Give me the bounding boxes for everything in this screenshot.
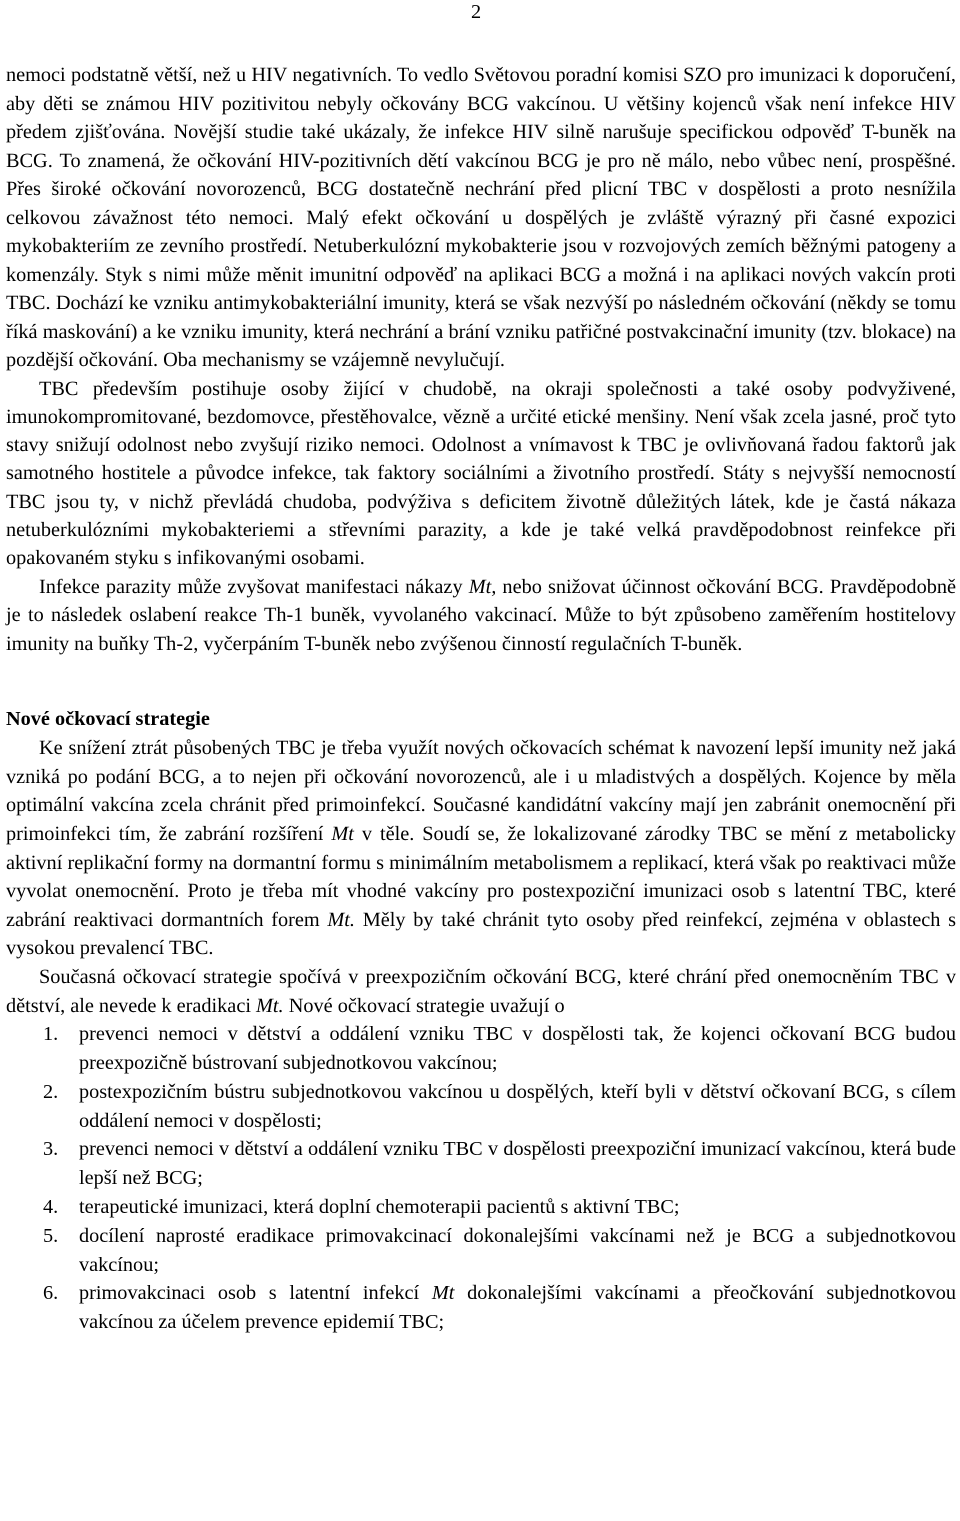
paragraph-text: Infekce parazity může zvyšovat manifestaci nákazy: [39, 575, 469, 598]
paragraph-parasites: [6, 573, 956, 660]
page-number: 2: [471, 1, 482, 23]
list-item-text: dokonalejšími vakcínami a přeočkování subjednotkovou vakcínou za účelem prevence epidemií TBC;: [79, 1282, 956, 1334]
list-number: 5.: [43, 1224, 59, 1247]
mt-abbreviation: Mt.: [256, 994, 284, 1017]
mt-abbreviation: Mt: [431, 1282, 455, 1305]
list-item: [6, 1279, 956, 1337]
paragraph-text: Ke snížení ztrát působených TBC je třeba využít nových očkovacích schémat k navození lepší imunity než jaká vzniká po podání BCG, a to nejen při očkování novorozenců, ale i u mladistvých a dospělých. Kojence by měla optimální vakcína zcela chránit před primoinfekcí. Současné kandidátní vakcíny mají jen zabránit onemocnění při primoinfekci tím, že zabrání rozšíření: [6, 737, 956, 846]
paragraph-poverty-risk: TBC především postihuje osoby žijící v chudobě, na okraji společnosti a také osoby podvyživené, imunokompromitované, bezdomovce, přestěhovalce, vězně a určité etické menšiny. Není však zcela jasné, proč tyto stavy snižují odolnost nebo zvyšují riziko nemoci. Odolnost a vnímavost k TBC je ovlivňovaná řadou faktorů jak samotného hostitele a původce infekce, tak faktory sociálními a životního prostředí. Státy s nejvyšší nemocností TBC jsou ty, v nichž převládá chudoba, podvýživa s deficitem životně důležitých látek, kde je častá nákaza netuberkulózními mykobakteriemi a střevními parazity, a kde je také velká pravděpodobnost reinfekce při opakovaném styku s infikovanými osobami.: [6, 377, 956, 570]
mt-abbreviation: Mt,: [468, 575, 497, 598]
list-number: 2.: [43, 1080, 59, 1103]
list-item: [6, 1193, 956, 1222]
paragraph-text: v těle. Soudí se, že lokalizované zárodky TBC se mění z metabolicky aktivní replikační formy na dormantní formu s minimálním metabolismem a replikací, která však po reaktivaci může vyvolat onemocnění. Proto je třeba mít vhodné vakcíny pro postexpoziční imunizaci osob s latentní TBC, které zabrání reaktivaci dormantních forem: [6, 823, 956, 931]
mt-abbreviation: Mt: [331, 823, 354, 846]
strategy-list: [6, 1020, 956, 1337]
paragraph-text: Současná očkovací strategie spočívá v preexpozičním očkování BCG, které chrání před onemocněním TBC v dětství, ale nevede k eradikaci: [6, 966, 956, 1017]
list-number: 6.: [43, 1282, 59, 1305]
paragraph-current-strategy: [6, 963, 956, 1020]
document-body: [6, 61, 956, 1337]
mt-abbreviation: Mt.: [327, 908, 355, 931]
list-item-text: docílení naprosté eradikace primovakcinací dokonalejšími vakcínami než je BCG a subjednotkovou vakcínou;: [79, 1224, 956, 1276]
list-number: 1.: [43, 1023, 59, 1046]
list-item: [6, 1135, 956, 1193]
list-number: 4.: [43, 1196, 59, 1219]
list-item-text: prevenci nemoci v dětství a oddálení vzniku TBC v dospělosti tak, že kojenci očkovaní BCG budou preexpozičně bústrovaní subjednotkovou vakcínou;: [79, 1023, 956, 1075]
list-item: [6, 1078, 956, 1136]
list-item-text: postexpozičním bústru subjednotkovou vakcínou u dospělých, kteří byli v dětství očkovaní BCG, s cílem oddálení nemoci v dospělosti;: [79, 1080, 956, 1132]
list-item-text: terapeutické imunizaci, která doplní chemoterapii pacientů s aktivní TBC;: [79, 1196, 680, 1219]
list-item-text: primovakcinaci osob s latentní infekcí: [79, 1282, 432, 1305]
section-heading: Nové očkovací strategie: [6, 708, 210, 731]
paragraph-new-schemes: [6, 734, 956, 963]
list-item: [6, 1020, 956, 1078]
paragraph-text: nebo snižovat účinnost očkování BCG. Pravděpodobně je to následek oslabení reakce Th-1 buněk, vyvolaného vakcinací. Může to být způsobeno zaměřením hostitelovy imunity na buňky Th-2, vyčerpáním T-buněk nebo zvýšenou činností regulačních T-buněk.: [6, 575, 956, 656]
list-number: 3.: [43, 1138, 59, 1161]
paragraph-text: Nové očkovací strategie uvažují o: [283, 994, 565, 1017]
list-item: [6, 1222, 956, 1280]
paragraph-text: Měly by také chránit tyto osoby před reinfekcí, zejména v oblastech s vysokou prevalencí TBC.: [6, 908, 956, 960]
list-item-text: prevenci nemoci v dětství a oddálení vzniku TBC v dospělosti preexpoziční imunizací vakcínou, která bude lepší než BCG;: [79, 1138, 956, 1190]
paragraph-hiv-bcg: nemoci podstatně větší, než u HIV negativních. To vedlo Světovou poradní komisi SZO pro imunizaci k doporučení, aby děti se známou HIV pozitivitou nebyly očkovány BCG vakcínou. U většiny kojenců však není infekce HIV předem zjišťována. Novější studie také ukázaly, že infekce HIV silně narušuje specifickou odpověď T-buněk na BCG. To znamená, že očkování HIV-pozitivních dětí vakcínou BCG je pro ně málo, nebo vůbec není, prospěšné. Přes široké očkování novorozenců, BCG dostatečně nechrání před plicní TBC v dospělosti a proto nesnížila celkovou závažnost této nemoci. Malý efekt očkování u dospělých je zvláště výrazný při časné expozici mykobakteriím ze zevního prostředí. Netuberkulózní mykobakterie jsou v rozvojových zemích běžnými patogeny a komenzály. Styk s nimi může měnit imunitní odpověď na aplikaci BCG a možná i na aplikaci nových vakcín proti TBC. Dochází ke vzniku antimykobakteriální imunity, která se však nezvýší po následném očkování (někdy se tomu říká maskování) a ke vzniku imunity, která nechrání a brání vzniku patřičné postvakcinační imunity (tzv. blokace) na pozdější očkování. Oba mechanismy se vzájemně nevylučují.: [6, 64, 956, 371]
